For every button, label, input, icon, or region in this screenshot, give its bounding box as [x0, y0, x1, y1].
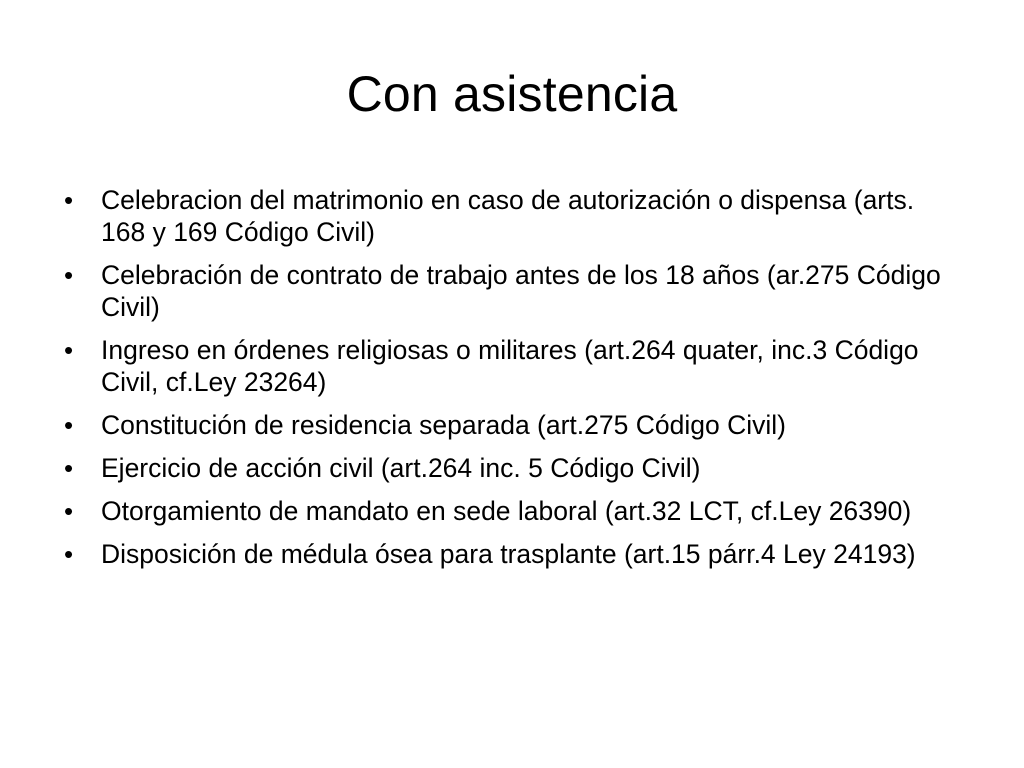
bullet-icon: •	[64, 539, 74, 569]
list-item	[64, 259, 964, 323]
list-item-text: Ingreso en órdenes religiosas o militares (art.264 quater, inc.3 Código Civil, cf.Ley 23264)	[101, 335, 919, 397]
list-item	[64, 409, 964, 441]
bullet-list	[64, 184, 964, 581]
bullet-icon: •	[64, 410, 74, 440]
list-item	[64, 452, 964, 484]
list-item-text: Ejercicio de acción civil (art.264 inc. 5 Código Civil)	[101, 453, 701, 483]
bullet-icon: •	[64, 260, 74, 290]
list-item-text: Otorgamiento de mandato en sede laboral (art.32 LCT, cf.Ley 26390)	[101, 496, 912, 526]
bullet-icon: •	[64, 335, 74, 365]
list-item-text: Celebracion del matrimonio en caso de autorización o dispensa (arts. 168 y 169 Código Civil)	[101, 185, 915, 247]
list-item-text: Celebración de contrato de trabajo antes de los 18 años (ar.275 Código Civil)	[101, 260, 941, 322]
bullet-icon: •	[64, 453, 74, 483]
bullet-icon: •	[64, 496, 74, 526]
list-item	[64, 538, 964, 570]
slide-title: Con asistencia	[346, 66, 678, 122]
list-item	[64, 334, 964, 398]
list-item-text: Constitución de residencia separada (art.275 Código Civil)	[101, 410, 786, 440]
list-item	[64, 495, 964, 527]
list-item	[64, 184, 964, 248]
list-item-text: Disposición de médula ósea para trasplante (art.15 párr.4 Ley 24193)	[101, 539, 916, 569]
bullet-icon: •	[64, 185, 74, 215]
